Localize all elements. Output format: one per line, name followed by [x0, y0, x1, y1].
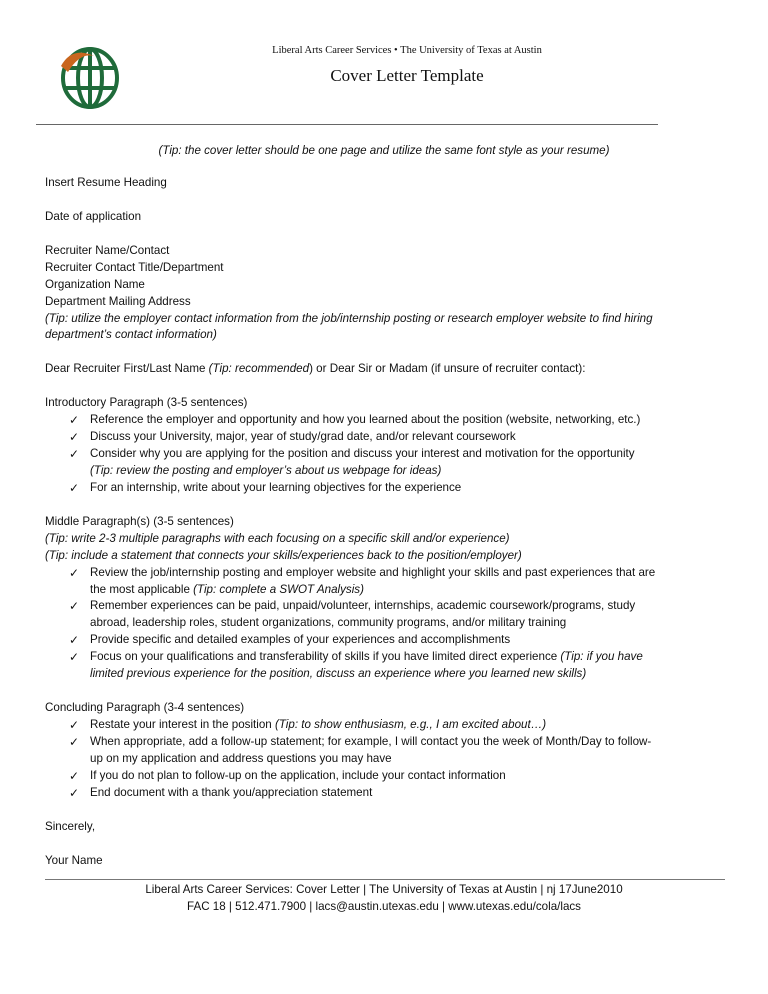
text-line — [45, 700, 745, 717]
text-line — [45, 294, 745, 311]
checkmark-icon: ✓ — [69, 785, 80, 800]
footer-line-2: FAC 18 | 512.471.7900 | lacs@austin.utexas.edu | www.utexas.edu/cola/lacs — [187, 900, 581, 913]
line-text: abroad, leadership roles, student organizations, community programs, and/or military training — [90, 616, 567, 630]
text-line — [45, 615, 745, 632]
text-line — [45, 531, 745, 548]
page-title: Cover Letter Template — [330, 66, 484, 85]
line-text: Concluding Paragraph (3-4 sentences) — [45, 701, 245, 715]
text-line — [45, 819, 745, 836]
line-text: When appropriate, add a follow-up statement; for example, I will contact you the week of Month/Day to follow- — [90, 734, 652, 748]
header-organization: Liberal Arts Career Services • The University of Texas at Austin — [272, 45, 542, 56]
text-line — [45, 751, 745, 768]
footer-divider — [45, 879, 725, 880]
bullet-item — [45, 717, 745, 734]
tip-text: (Tip: write 2-3 multiple paragraphs with each focusing on a specific skill and/or experience) — [45, 531, 510, 545]
blank-line — [45, 192, 745, 209]
bullet-item — [45, 429, 745, 446]
line-text: Your Name — [45, 853, 103, 867]
bullet-item — [45, 565, 745, 582]
blank-line — [45, 378, 745, 395]
line-text: Restate your interest in the position — [90, 718, 275, 731]
bullet-item — [45, 768, 745, 785]
blank-line — [45, 683, 745, 700]
line-text: Insert Resume Heading — [45, 176, 167, 189]
checkmark-icon: ✓ — [69, 480, 80, 495]
line-text: the most applicable — [90, 582, 194, 596]
tip-text: (Tip: utilize the employer contact information from the job/internship posting or research employer website to find hiring — [45, 311, 653, 325]
line-text: Reference the employer and opportunity and how you learned about the position (website, networking, etc.) — [90, 413, 641, 427]
header-divider — [36, 124, 658, 125]
blank-line — [45, 344, 745, 361]
text-line — [45, 175, 745, 192]
line-text: Recruiter Name/Contact — [45, 243, 170, 257]
line-text: Consider why you are applying for the position and discuss your interest and motivation for the opportunity — [90, 447, 635, 460]
checkmark-icon: ✓ — [69, 734, 80, 749]
line-text: Dear Recruiter First/Last Name — [45, 362, 209, 376]
line-text: End document with a thank you/appreciation statement — [90, 785, 373, 799]
text-line — [45, 209, 745, 226]
tip-text: (Tip: if you have — [560, 650, 643, 664]
line-text: For an internship, write about your learning objectives for the experience — [90, 480, 462, 494]
tip-text: limited previous experience for the position, discuss an experience where you learned new skills) — [90, 667, 587, 681]
text-line — [45, 395, 745, 412]
tip-text: (Tip: review the posting and employer’s about us webpage for ideas) — [90, 463, 442, 477]
text-line — [45, 277, 745, 294]
bullet-item — [45, 649, 745, 666]
line-text: If you do not plan to follow-up on the application, include your contact information — [90, 768, 506, 782]
blank-line — [45, 836, 745, 853]
text-line — [45, 327, 745, 344]
tip-text: (Tip: recommended — [208, 362, 310, 376]
text-line — [45, 361, 745, 378]
tip-text: (Tip: include a statement that connects your skills/experiences back to the position/employer) — [45, 548, 522, 562]
blank-line — [45, 497, 745, 514]
bullet-item — [45, 632, 745, 649]
line-text: Provide specific and detailed examples of your experiences and accomplishments — [90, 633, 511, 647]
checkmark-icon: ✓ — [69, 599, 80, 614]
text-line — [45, 514, 745, 531]
text-line — [45, 260, 745, 277]
tip-top: (Tip: the cover letter should be one page and utilize the same font style as your resume) — [158, 144, 610, 157]
checkmark-icon: ✓ — [69, 718, 80, 732]
checkmark-icon: ✓ — [69, 768, 80, 783]
bullet-item — [45, 598, 745, 615]
tip-text: (Tip: complete a SWOT Analysis) — [193, 582, 364, 596]
tip-text: (Tip: to show enthusiasm, e.g., I am excited about…) — [274, 718, 547, 731]
tip-text: department’s contact information) — [45, 328, 217, 342]
bullet-item — [45, 412, 745, 429]
line-text: Remember experiences can be paid, unpaid/volunteer, internships, academic coursework/programs, study — [90, 599, 636, 613]
line-text: Review the job/internship posting and employer website and highlight your skills and past experiences that are — [90, 565, 656, 579]
checkmark-icon: ✓ — [69, 565, 80, 580]
text-line — [45, 311, 745, 328]
checkmark-icon: ✓ — [69, 447, 80, 461]
bullet-item — [45, 446, 745, 463]
line-text: Department Mailing Address — [45, 294, 191, 308]
letter-body — [45, 175, 745, 869]
line-text: Discuss your University, major, year of study/grad date, and/or relevant coursework — [90, 430, 516, 444]
line-text: Recruiter Contact Title/Department — [45, 260, 224, 274]
checkmark-icon: ✓ — [69, 633, 80, 648]
text-line — [45, 582, 745, 599]
bullet-item — [45, 785, 745, 802]
line-text: ) or Dear Sir or Madam (if unsure of recruiter contact): — [309, 362, 586, 376]
blank-line — [45, 802, 745, 819]
checkmark-icon: ✓ — [69, 430, 80, 445]
checkmark-icon: ✓ — [69, 650, 80, 665]
line-text: Date of application — [45, 209, 142, 223]
line-text: Sincerely, — [45, 819, 96, 833]
text-line — [45, 853, 745, 870]
checkmark-icon: ✓ — [69, 413, 80, 428]
bullet-item — [45, 480, 745, 497]
line-text: Middle Paragraph(s) (3-5 sentences) — [45, 514, 234, 528]
line-text: up on my application and address questions you may have — [90, 751, 392, 765]
bullet-item — [45, 734, 745, 751]
text-line — [45, 548, 745, 565]
footer-line-1: Liberal Arts Career Services: Cover Letter | The University of Texas at Austin | nj 17June2010 — [145, 883, 623, 896]
text-line — [45, 243, 745, 260]
line-text: Organization Name — [45, 277, 145, 291]
line-text: Focus on your qualifications and transferability of skills if you have limited direct experience — [90, 650, 561, 664]
blank-line — [45, 226, 745, 243]
text-line — [45, 463, 745, 480]
text-line — [45, 666, 745, 683]
line-text: Introductory Paragraph (3-5 sentences) — [45, 396, 248, 410]
